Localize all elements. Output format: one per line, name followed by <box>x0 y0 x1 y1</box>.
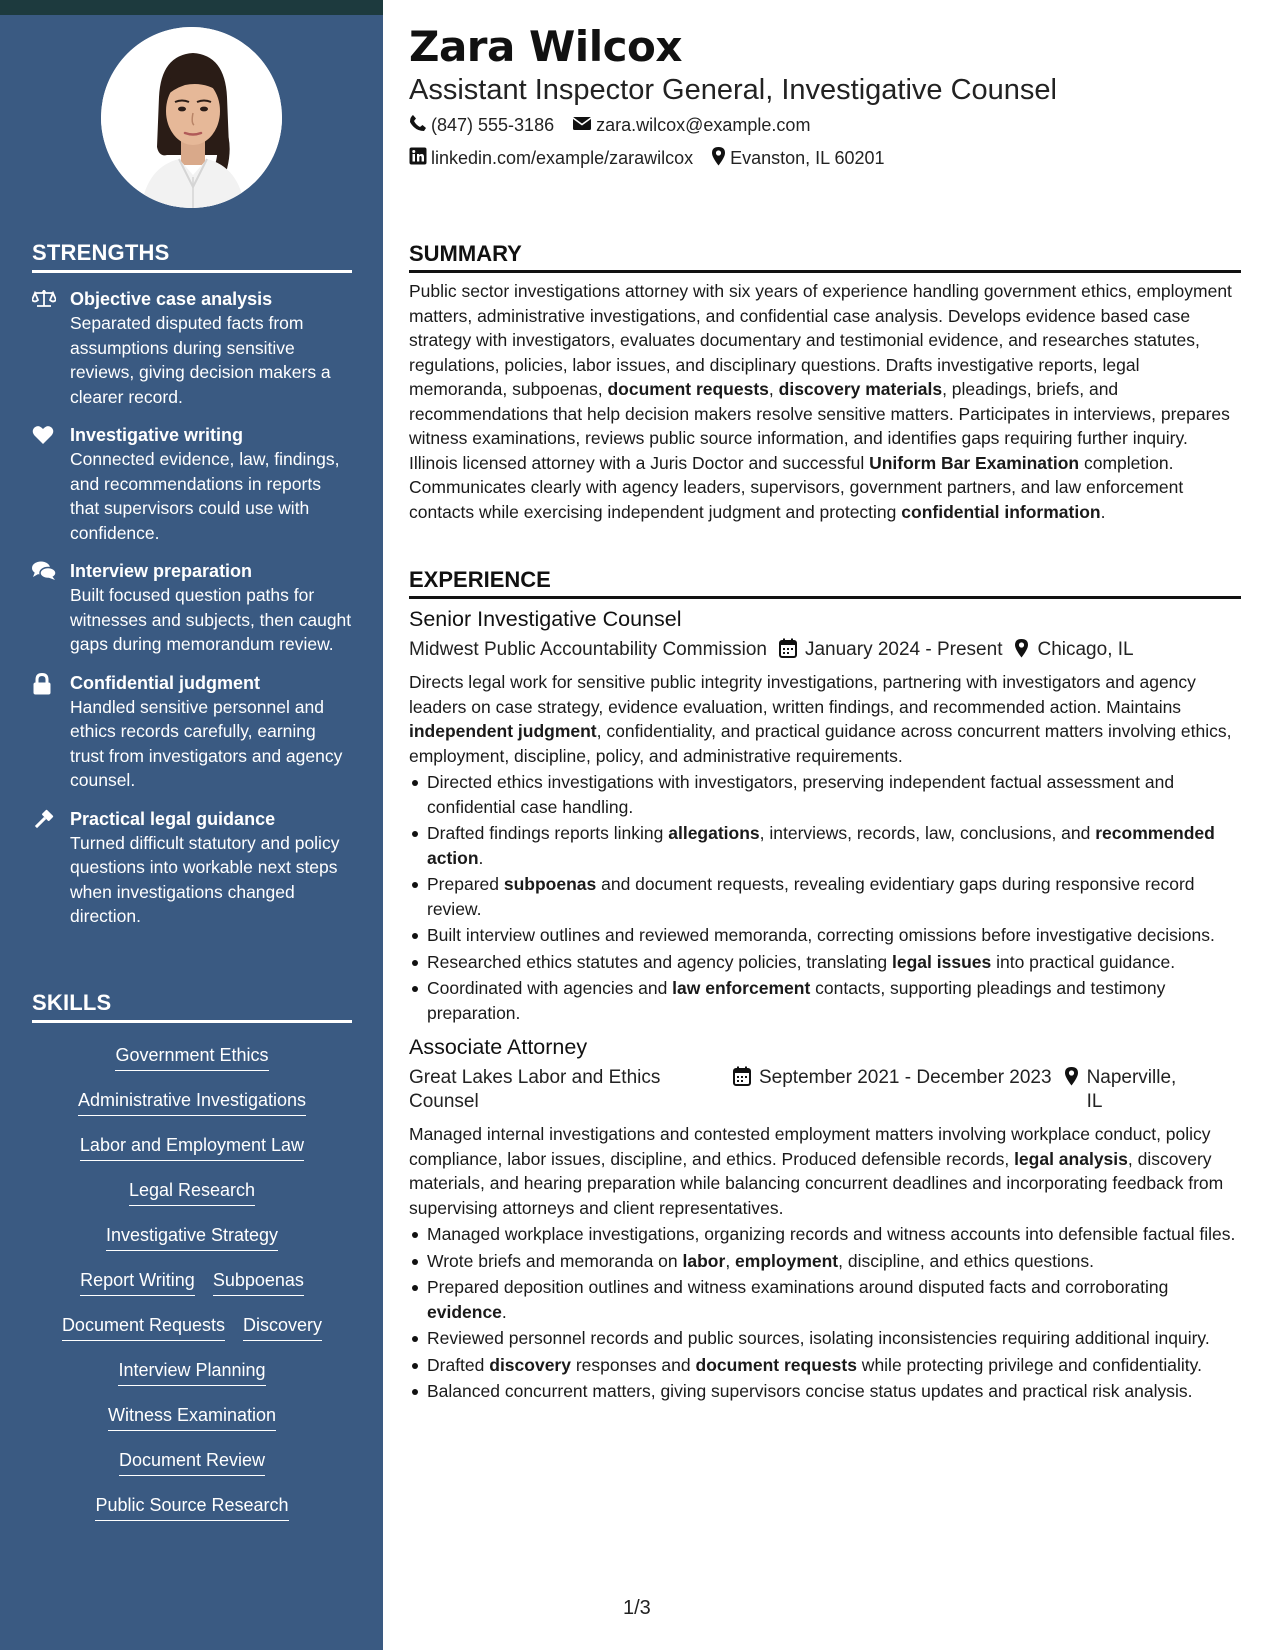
lock-icon <box>32 671 70 793</box>
bullet-item <box>409 1275 1241 1324</box>
skill-tag: Labor and Employment Law <box>80 1133 304 1161</box>
strength-description: Built focused question paths for witnesses and subjects, then caught gaps during memorandum review. <box>70 585 352 654</box>
skill-tag: Discovery <box>243 1313 322 1341</box>
skill-tag: Subpoenas <box>213 1268 304 1296</box>
bold-keyword: labor <box>682 1250 726 1271</box>
text-run: Coordinated with agencies and <box>427 978 673 998</box>
skill-tag: Interview Planning <box>118 1358 265 1386</box>
skill-tag: Document Review <box>119 1448 265 1476</box>
skill-tag: Document Requests <box>62 1313 225 1341</box>
job-dates: January 2024 - Present <box>804 639 1003 660</box>
strength-item <box>32 559 352 657</box>
text-run: Drafted <box>427 1354 490 1375</box>
bullet-item <box>409 821 1241 870</box>
bold-keyword: employment <box>735 1250 839 1271</box>
bold-keyword: legal analysis <box>1014 1148 1128 1169</box>
text-run: completion. Communicates clearly with agency leaders, supervisors, government partners, and law enforcement contacts while exercising independent judgment and protecting <box>409 452 1184 522</box>
company-name: Great Lakes Labor and Ethics Counsel <box>409 1067 661 1112</box>
bullet-item <box>409 1249 1241 1274</box>
strengths-heading: STRENGTHS <box>32 240 352 273</box>
bullet-item <box>409 872 1241 921</box>
candidate-role: Assistant Inspector General, Investigative Counsel <box>409 74 1057 106</box>
bold-keyword: document requests <box>607 379 769 399</box>
skills-heading: SKILLS <box>32 990 352 1023</box>
linkedin-url: linkedin.com/example/zarawilcox <box>431 148 694 168</box>
experience-section <box>409 567 1241 1406</box>
job-title: Senior Investigative Counsel <box>409 607 682 631</box>
text-run: , pleadings, briefs, and recommendations that help decision makers resolve sensitive matters. Participates in interviews, prepares witness examinations, reviews public source information, and identifies gaps requiring further inquiry. Illinois licensed attorney with a Juris Doctor and successful <box>409 379 1230 473</box>
strength-title: Interview preparation <box>70 561 253 581</box>
job-location: Chicago, IL <box>1037 639 1134 660</box>
skill-tag: Report Writing <box>80 1268 195 1296</box>
sidebar <box>0 0 383 1650</box>
strength-description: Turned difficult statutory and policy questions into workable next steps when investigations changed direction. <box>70 832 340 926</box>
text-run: . <box>501 1301 507 1322</box>
bullet-item <box>409 1326 1241 1351</box>
summary-text <box>409 279 1241 524</box>
envelope-icon <box>572 115 596 136</box>
text-run: , <box>768 379 779 399</box>
text-run: , discipline, and ethics questions. <box>838 1250 1094 1271</box>
bold-keyword: confidential information <box>901 501 1101 522</box>
skill-row <box>32 1043 352 1088</box>
gavel-icon <box>32 807 70 929</box>
text-run: while protecting privilege and confidentiality. <box>856 1354 1202 1375</box>
text-run: Built interview outlines and reviewed memoranda, correcting omissions before investigative decisions. <box>427 925 1215 945</box>
strength-title: Practical legal guidance <box>70 808 276 829</box>
bold-keyword: evidence <box>427 1301 502 1322</box>
strength-item <box>32 807 352 929</box>
text-run: Reviewed personnel records and public sources, isolating inconsistencies requiring additional inquiry. <box>427 1328 1210 1348</box>
strength-item <box>32 423 352 545</box>
skill-tag: Administrative Investigations <box>78 1088 306 1116</box>
job-description <box>409 1122 1241 1220</box>
bullet-item <box>409 1353 1241 1378</box>
bold-keyword: discovery materials <box>778 379 943 399</box>
summary-heading: SUMMARY <box>409 241 1241 273</box>
text-run: contacts, supporting pleadings and testimony preparation. <box>427 978 1166 1023</box>
strength-description: Handled sensitive personnel and ethics records carefully, earning trust from investigators and agency counsel. <box>70 696 343 790</box>
bullet-item <box>409 923 1241 948</box>
text-run: Public sector investigations attorney with six years of experience handling government ethics, employment matters, administrative investigations, and confidential case analysis. Develops evidence based case strategy with investigators, evaluates documentary and testimonial evidence, and researches statutes, regulations, policies, labor issues, and disciplinary questions. Drafts investigative reports, legal memoranda, subpoenas, <box>409 281 1232 399</box>
text-run: , discovery materials, and hearing preparation while balancing concurrent deadlines and incorporating feedback from supervising attorneys and client representatives. <box>409 1148 1224 1218</box>
text-run: Researched ethics statutes and agency policies, translating <box>427 951 892 972</box>
job-title: Associate Attorney <box>409 1035 588 1059</box>
text-run: Balanced concurrent matters, giving supervisors concise status updates and practical risk analysis. <box>427 1381 1193 1401</box>
bold-keyword: allegations <box>668 823 760 843</box>
job-description <box>409 670 1241 768</box>
bullet-item <box>409 770 1241 819</box>
strength-title: Confidential judgment <box>70 672 260 693</box>
text-run: Wrote briefs and memoranda on <box>427 1250 683 1271</box>
contact-row-1 <box>409 114 828 137</box>
job-dates: September 2021 - December 2023 <box>759 1067 1052 1088</box>
experience-heading: EXPERIENCE <box>409 567 1241 599</box>
location-text: Evanston, IL 60201 <box>730 148 885 168</box>
text-run: , confidentiality, and practical guidance across concurrent matters involving ethics, employment, discipline, policy, and administrative requirements. <box>409 721 1232 766</box>
skill-tag: Investigative Strategy <box>106 1223 278 1251</box>
skill-tag: Legal Research <box>129 1178 255 1206</box>
strength-item <box>32 671 352 793</box>
bold-keyword: law enforcement <box>672 978 811 998</box>
skill-row <box>32 1268 352 1313</box>
text-run: Drafted findings reports linking <box>427 823 669 843</box>
location-pin-icon <box>1014 638 1029 658</box>
bullet-item <box>409 1222 1241 1247</box>
bold-keyword: subpoenas <box>503 874 597 894</box>
job-meta <box>409 1066 1241 1114</box>
bullet-item <box>409 1379 1241 1404</box>
strength-title: Objective case analysis <box>70 289 273 309</box>
calendar-icon <box>733 1066 751 1086</box>
skill-row <box>32 1358 352 1403</box>
text-run: and document requests, revealing evidentiary gaps during responsive record review. <box>427 874 1195 919</box>
linkedin-icon <box>409 147 431 170</box>
bold-keyword: legal issues <box>892 951 992 972</box>
skills-list <box>32 1043 352 1538</box>
bold-keyword: Uniform Bar Examination <box>869 452 1080 473</box>
scale-icon <box>32 287 70 409</box>
text-run: Prepared <box>427 874 504 894</box>
avatar <box>101 27 282 208</box>
bullet-item <box>409 976 1241 1025</box>
contact-row-2 <box>409 146 903 171</box>
skill-tag: Government Ethics <box>115 1043 268 1071</box>
bold-keyword: recommended action <box>427 823 1215 868</box>
calendar-icon <box>779 638 797 658</box>
phone-icon <box>409 114 431 137</box>
bold-keyword: document requests <box>695 1354 857 1375</box>
heart-icon <box>32 423 70 545</box>
summary-section <box>409 241 1241 524</box>
text-run: . <box>478 847 484 868</box>
job-bullets <box>409 1222 1241 1404</box>
strength-item <box>32 287 352 409</box>
text-run: . <box>1100 501 1106 522</box>
job-location: Naperville, IL <box>1086 1067 1177 1112</box>
sidebar-top-bar <box>0 0 383 15</box>
location-pin-icon <box>711 146 730 171</box>
skill-tag: Public Source Research <box>95 1493 288 1521</box>
skill-tag: Witness Examination <box>108 1403 276 1431</box>
text-run: Directed ethics investigations with investigators, preserving independent factual assessment and confidential case handling. <box>427 772 1175 817</box>
strength-description: Separated disputed facts from assumptions during sensitive reviews, giving decision makers a clearer record. <box>70 313 331 407</box>
job-entry <box>409 607 1241 1025</box>
candidate-name: Zara Wilcox <box>409 22 682 71</box>
skill-row <box>32 1448 352 1493</box>
text-run: Prepared deposition outlines and witness examinations around disputed facts and corroborating <box>427 1277 1169 1297</box>
skill-row <box>32 1133 352 1178</box>
skill-row <box>32 1313 352 1358</box>
bold-keyword: independent judgment <box>409 721 597 741</box>
text-run: Managed internal investigations and contested employment matters involving workplace conduct, policy compliance, labor issues, discipline, and ethics. Produced defensible records, <box>409 1124 1211 1169</box>
comments-icon <box>32 559 70 657</box>
job-bullets <box>409 770 1241 1025</box>
skill-row <box>32 1088 352 1133</box>
company-name: Midwest Public Accountability Commission <box>409 639 767 660</box>
text-run: , interviews, records, law, conclusions, and <box>759 823 1096 843</box>
text-run: into practical guidance. <box>991 951 1176 972</box>
strengths-section <box>32 240 352 929</box>
text-run: Managed workplace investigations, organizing records and witness accounts into defensible factual files. <box>427 1224 1236 1244</box>
text-run: , <box>725 1250 736 1271</box>
page-number: 1/3 <box>623 1597 651 1619</box>
skill-row <box>32 1493 352 1538</box>
strength-description: Connected evidence, law, findings, and recommendations in reports that supervisors could use with confidence. <box>70 449 340 543</box>
phone-number: (847) 555-3186 <box>431 115 555 135</box>
skill-row <box>32 1223 352 1268</box>
text-run: responses and <box>570 1354 696 1375</box>
skill-row <box>32 1403 352 1448</box>
location-pin-icon <box>1064 1066 1079 1086</box>
skills-section <box>32 990 352 1538</box>
email-address: zara.wilcox@example.com <box>596 115 811 135</box>
skill-row <box>32 1178 352 1223</box>
bullet-item <box>409 950 1241 975</box>
bold-keyword: discovery <box>489 1354 571 1375</box>
strength-title: Investigative writing <box>70 425 244 445</box>
job-entry <box>409 1035 1241 1404</box>
text-run: Directs legal work for sensitive public integrity investigations, partnering with investigators and agency leaders on case strategy, evidence evaluation, written findings, and recommended action. Maintains <box>409 672 1196 717</box>
job-meta <box>409 638 1241 662</box>
